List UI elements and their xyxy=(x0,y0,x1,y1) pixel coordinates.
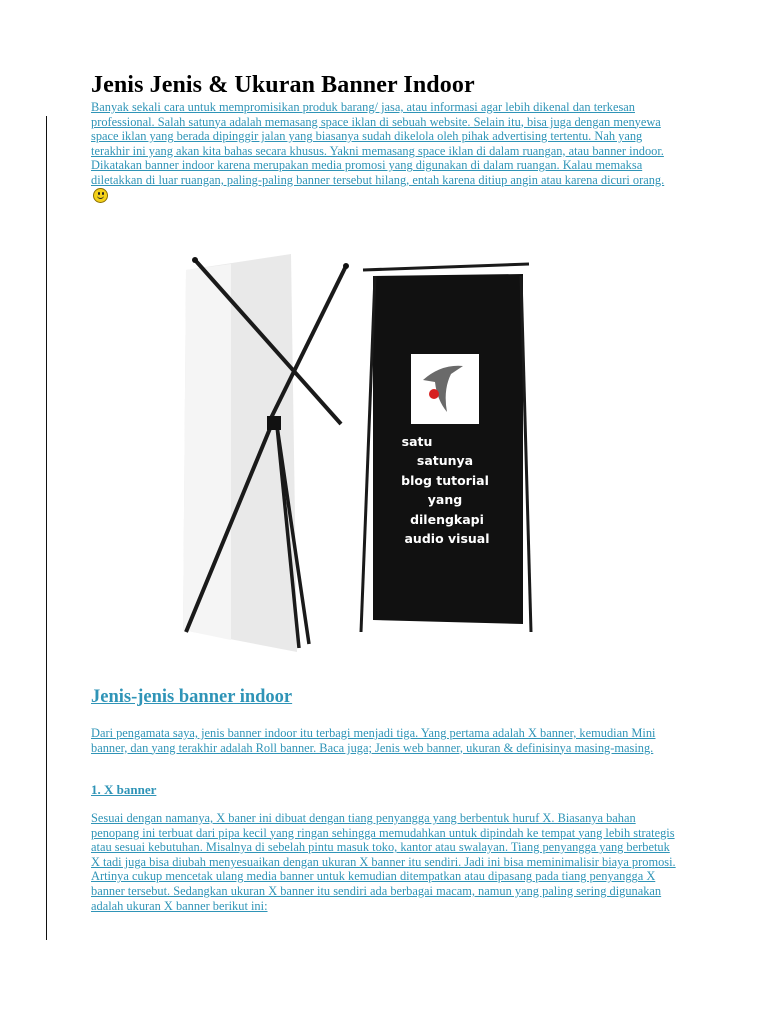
intro-paragraph[interactable] xyxy=(91,100,679,204)
banner-line: dilengkapi xyxy=(410,512,484,527)
x-banner-paragraph[interactable] xyxy=(91,811,679,913)
page-title: Jenis Jenis & Ukuran Banner Indoor xyxy=(91,72,475,98)
banner-line: satu xyxy=(401,434,433,449)
left-pole-cap xyxy=(343,263,349,269)
subheading-x-banner[interactable]: 1. X banner xyxy=(91,782,157,797)
banner-logo-dot xyxy=(429,389,439,399)
banner-line: blog tutorial xyxy=(401,473,489,488)
section-paragraph[interactable] xyxy=(91,726,679,755)
banner-line: yang xyxy=(427,492,463,507)
x-banner-figure xyxy=(91,240,631,680)
right-pole-left xyxy=(361,276,375,632)
left-pole-joint xyxy=(267,416,281,430)
right-banner-panel xyxy=(373,274,523,624)
right-pole-top xyxy=(363,264,529,270)
intro-link-text[interactable]: Banyak sekali cara untuk mempromisikan produk barang/ jasa, atau informasi agar lebih dikenal dan terkesan professional. Salah satunya adalah memasang space iklan di sebuah website. Selain itu, bisa juga dengan menyewa space iklan yang berada dipinggir jalan yang biasanya sudah dikelola oleh pihak advertising tertentu. Nah yang terakhir ini yang akan kita bahas secara khusus. Yakni memasang space iklan di dalam ruangan, atau banner indoor. Dikatakan banner indoor karena merupakan media promosi yang digunakan di dalam ruangan. Kalau memaksa diletakkan di luar ruangan, paling-paling banner tersebut hilang, entah karena ditiup angin atau karena dicuri orang. xyxy=(91,100,665,187)
smiley-icon xyxy=(93,188,108,203)
banner-line: satunya xyxy=(416,453,474,468)
section-link-text[interactable]: Dari pengamata saya, jenis banner indoor itu terbagi menjadi tiga. Yang pertama adalah X banner, kemudian Mini banner, dan yang terakhir adalah Roll banner. Baca juga; Jenis web banner, ukuran & definisinya masing-masing. xyxy=(91,726,656,755)
section-heading[interactable]: Jenis-jenis banner indoor xyxy=(91,687,293,707)
margin-rule xyxy=(46,116,47,940)
banner-line: audio visual xyxy=(404,531,490,546)
x-banner-link-text[interactable]: Sesuai dengan namanya, X baner ini dibuat dengan tiang penyangga yang berbentuk huruf X. Biasanya bahan penopang ini terbuat dari pipa kecil yang ringan sehingga memudahkan untuk dipindah ke tempat yang lebih strategis atau sesuai kebutuhan. Misalnya di sebelah pintu masuk toko, kantor atau swalayan. Tiang penyangga yang berbetuk X tadi juga bisa diubah menyesuaikan dengan ukuran X banner itu sendiri. Jadi ini bisa meminimalisir biaya promosi. Artinya cukup mencetak ulang media banner untuk kemudian ditempatkan atau dipasang pada tiang penyangga X banner tersebut. Sedangkan ukuran X banner itu sendiri ada berbagai macam, namun yang paling sering digunakan adalah ukuran X banner berikut ini: xyxy=(91,811,676,913)
x-banner-illustration xyxy=(91,240,631,680)
left-pole-cap xyxy=(192,257,198,263)
